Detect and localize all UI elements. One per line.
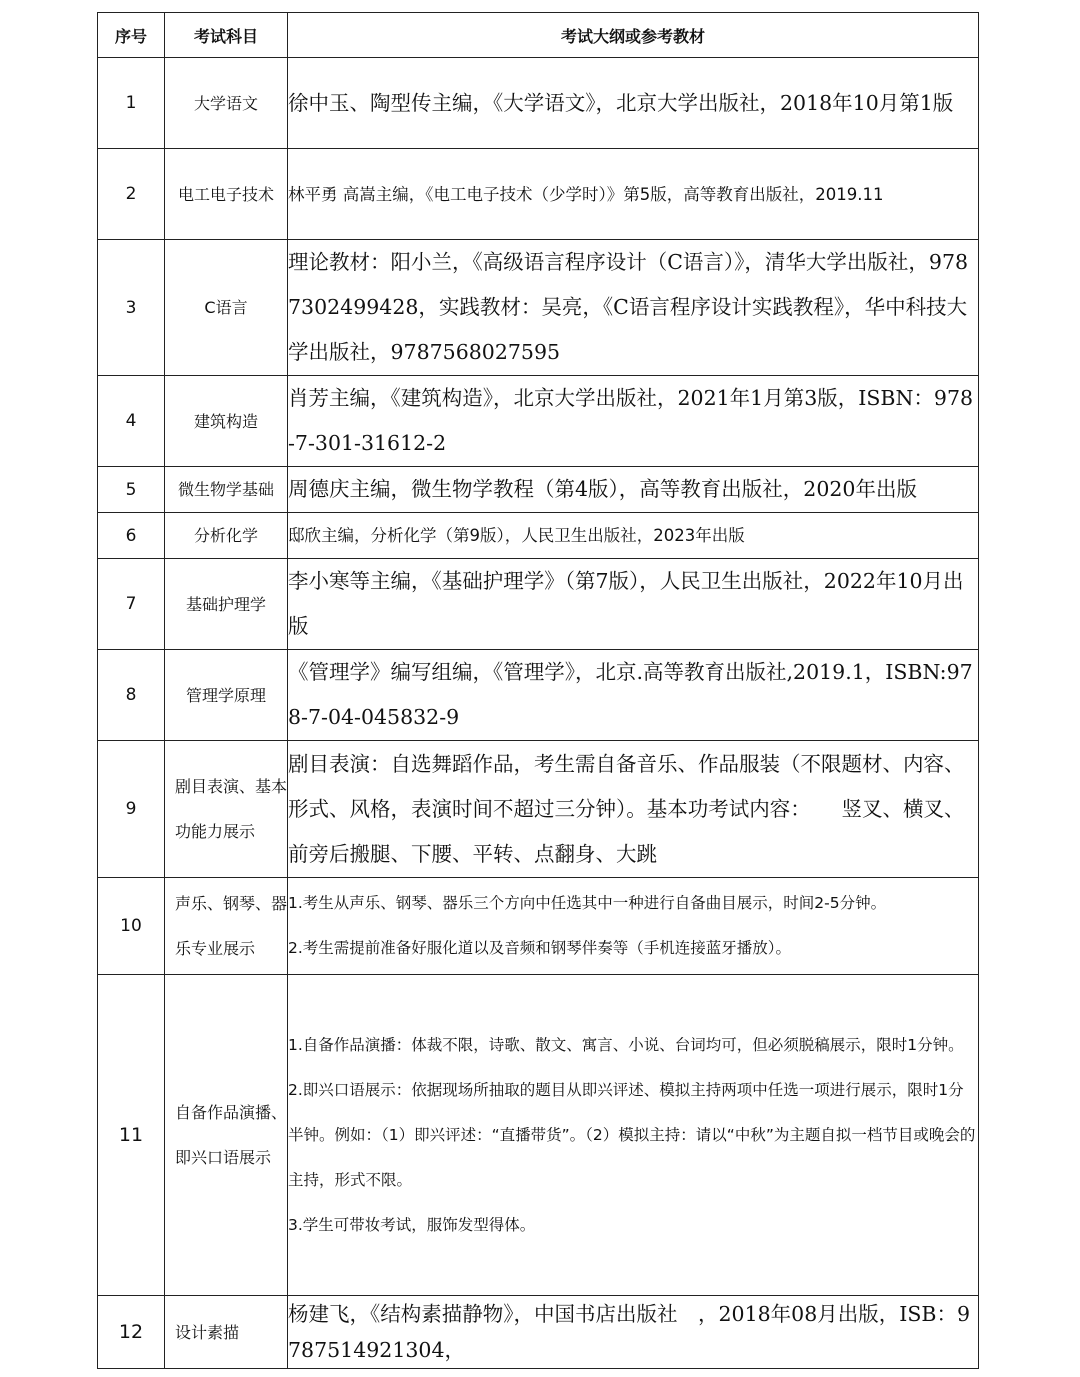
row-subject: 微生物学基础 — [165, 467, 288, 513]
row-subject: 设计素描 — [165, 1296, 288, 1369]
row-no: 11 — [98, 975, 165, 1296]
material-line: 1.考生从声乐、钢琴、器乐三个方向中任选其中一种进行自备曲目展示，时间2-5分钟。 — [288, 894, 887, 912]
row-material: 徐中玉、陶型传主编，《大学语文》，北京大学出版社，2018年10月第1版 — [288, 58, 979, 149]
row-no: 2 — [98, 149, 165, 240]
row-material: 李小寒等主编，《基础护理学》（第7版），人民卫生出版社，2022年10月出版 — [288, 559, 979, 650]
row-material: 《管理学》编写组编，《管理学》，北京.高等教育出版社,2019.1，ISBN:978-7-04-045832-9 — [288, 650, 979, 741]
row-material: 杨建飞，《结构素描静物》，中国书店出版社 ，2018年08月出版，ISB：9787514921304， — [288, 1296, 979, 1369]
row-no: 5 — [98, 467, 165, 513]
material-line: 2.考生需提前准备好服化道以及音频和钢琴伴奏等（手机连接蓝牙播放）。 — [288, 939, 792, 957]
table-row — [98, 376, 979, 467]
row-material: 剧目表演：自选舞蹈作品，考生需自备音乐、作品服装（不限题材、内容、形式、风格，表演时间不超过三分钟）。基本功考试内容： 竖叉、横叉、前旁后搬腿、下腰、平转、点翻身、大跳 — [288, 741, 979, 878]
row-material: 肖芳主编，《建筑构造》，北京大学出版社，2021年1月第3版，ISBN：978-7-301-31612-2 — [288, 376, 979, 467]
row-material — [288, 975, 979, 1296]
row-material: 林平勇 高嵩主编，《电工电子技术（少学时）》第5版，高等教育出版社，2019.11 — [288, 149, 979, 240]
table-row — [98, 741, 979, 878]
table-row — [98, 650, 979, 741]
table-row — [98, 559, 979, 650]
row-no: 10 — [98, 878, 165, 975]
row-subject: 分析化学 — [165, 513, 288, 559]
row-material: 理论教材：阳小兰，《高级语言程序设计（C语言）》，清华大学出版社，9787302499428，实践教材：吴亮，《C语言程序设计实践教程》，华中科技大学出版社，9787568027595 — [288, 240, 979, 376]
row-subject: 自备作品演播、即兴口语展示 — [165, 975, 288, 1296]
row-no: 4 — [98, 376, 165, 467]
material-line: 2.即兴口语展示：依据现场所抽取的题目从即兴评述、模拟主持两项中任选一项进行展示，限时1分半钟。例如：（1）即兴评述：“直播带货”。（2）模拟主持：请以“中秋”为主题自拟一档节目或晚会的主持，形式不限。 — [288, 1080, 976, 1189]
row-subject: 电工电子技术 — [165, 149, 288, 240]
row-subject: 剧目表演、基本功能力展示 — [165, 741, 288, 878]
row-subject: C语言 — [165, 240, 288, 376]
table-row — [98, 58, 979, 149]
material-line: 3.学生可带妆考试，服饰发型得体。 — [288, 1215, 536, 1234]
syllabus-table — [97, 12, 979, 1369]
table-row — [98, 149, 979, 240]
row-subject: 建筑构造 — [165, 376, 288, 467]
table-header-row — [98, 13, 979, 58]
table-row — [98, 513, 979, 559]
row-subject: 基础护理学 — [165, 559, 288, 650]
table-row — [98, 878, 979, 975]
header-no: 序号 — [98, 13, 165, 58]
row-subject: 声乐、钢琴、器乐专业展示 — [165, 878, 288, 975]
row-no: 7 — [98, 559, 165, 650]
table-row — [98, 1296, 979, 1369]
row-no: 6 — [98, 513, 165, 559]
row-subject: 管理学原理 — [165, 650, 288, 741]
row-no: 3 — [98, 240, 165, 376]
row-material: 周德庆主编，微生物学教程（第4版），高等教育出版社，2020年出版 — [288, 467, 979, 513]
row-material — [288, 878, 979, 975]
row-material: 邸欣主编，分析化学（第9版），人民卫生出版社，2023年出版 — [288, 513, 979, 559]
row-no: 8 — [98, 650, 165, 741]
table-row — [98, 975, 979, 1296]
header-subject: 考试科目 — [165, 13, 288, 58]
row-subject: 大学语文 — [165, 58, 288, 149]
row-no: 1 — [98, 58, 165, 149]
material-line: 1.自备作品演播：体裁不限，诗歌、散文、寓言、小说、台词均可，但必须脱稿展示，限时1分钟。 — [288, 1035, 964, 1054]
row-no: 9 — [98, 741, 165, 878]
table-row — [98, 467, 979, 513]
table-row — [98, 240, 979, 376]
row-no: 12 — [98, 1296, 165, 1369]
header-material: 考试大纲或参考教材 — [288, 13, 979, 58]
